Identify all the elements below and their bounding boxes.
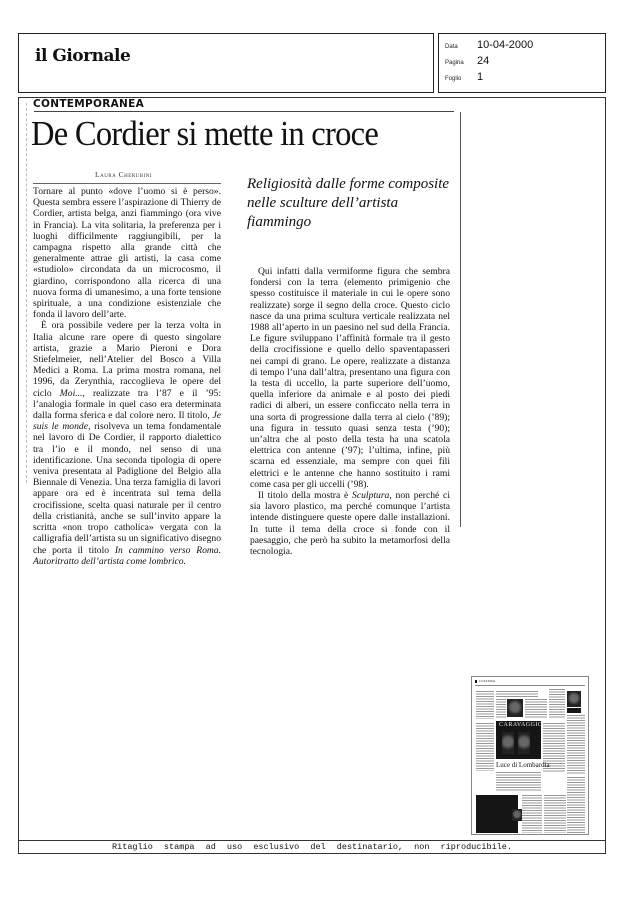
text-run: , non perché ci sia lavoro plastico, ma perché comunque l’artista intende distinguere queste opere dalle installazioni. In tutte il tema della croce si fonde con il paesaggio, che però ha subito la metamorfosi della tecnologia. bbox=[250, 490, 450, 558]
text-run: È ora possibile vedere per la terza volta in Italia alcune rare opere di questo singolare artista, grazie a Mario Pieroni e Dora Stiefelmeier, nell’Atelier del Bosco a Villa Medici a Roma. La prima mostra romana, nel 1996, da Zerynthia, raccoglieva le opere del ciclo bbox=[33, 320, 221, 399]
article-headline: De Cordier si mette in croce bbox=[31, 114, 379, 153]
section-kicker: CONTEMPORANEA bbox=[33, 98, 145, 110]
thumb-rule bbox=[475, 685, 585, 689]
thumb-text-block bbox=[544, 795, 566, 833]
thumb-text-block bbox=[525, 699, 547, 719]
thumb-feature-caption: Luce di Lombardia bbox=[496, 761, 550, 769]
meta-label: Data bbox=[445, 44, 458, 50]
thumb-text-block bbox=[476, 723, 494, 771]
italic-title: Sculptura bbox=[352, 490, 390, 502]
article-byline: Laura Cherubini bbox=[95, 170, 153, 179]
paragraph bbox=[250, 490, 450, 557]
article-column-1 bbox=[33, 186, 221, 567]
italic-title: In cammino verso Roma. Autoritratto dell’artista come lombrico. bbox=[33, 544, 221, 567]
thumb-marker bbox=[475, 680, 477, 683]
meta-value-page: 24 bbox=[477, 55, 490, 67]
meta-row-page bbox=[445, 55, 489, 69]
text-run: , risolveva un tema fondamentale nel lavoro di De Cordier, il rapporto dialettico tra l’io e il mondo, nel senso di una identificazione. Una seconda tipologia di opere veniva presentata al Padiglione del Belgio alla Biennale di Venezia. Una terza famiglia di lavori appare ora ed è incentrata sul tema della crocifissione, scelta quasi naturale per il centro della cristianità, anche se sull’invito appare la scritta «non tropo catholica» vergata con la calligrafia dell’artista su un significativo disegno che porta il titolo bbox=[33, 421, 221, 556]
meta-value-date: 10-04-2000 bbox=[477, 39, 534, 51]
article-subhead: Religiosità dalle forme composite nelle sculture dell’artista fiammingo bbox=[247, 176, 450, 230]
meta-row-date bbox=[445, 39, 533, 53]
meta-row-sheet bbox=[445, 71, 483, 85]
newspaper-masthead: il Giornale bbox=[35, 46, 131, 66]
thumb-text-block bbox=[567, 777, 585, 833]
byline-rule bbox=[33, 183, 221, 184]
thumb-dark-block bbox=[567, 708, 581, 713]
paragraph: Tornare al punto «dove l’uomo si è perso». Questa sembra essere l’aspirazione di Thierry de Cordier, artista belga, anzi fiammingo (ora vive in Francia). La vita solitaria, la preferenza per i luoghi difficilmente raggiungibili, per la campagna rispetto alla grande città che generalmente attrae gli artisti, la casa come «studiolo» circondata da un microcosmo, il giardino, corrispondono alla ricerca di una nuova forma di umanesimo, a una forte tensione spirituale, a una condizione esistenziale che fonda il lavoro dell’arte. bbox=[33, 186, 221, 321]
thumb-text-block bbox=[567, 715, 585, 775]
thumb-text-block bbox=[476, 691, 494, 719]
text-run: , realizzate tra l’87 e il ’95: l’analogia formale in quel caso era determinata dalla forma sferica e dal colore nero. Il titolo, bbox=[33, 387, 221, 422]
paragraph: Qui infatti dalla vermiforme figura che sembra fondersi con la terra (elemento primigenio che spesso costituisce il materiale in cui le opere sono realizzate) sorge il segno della croce. Questo ciclo nasce da una prima scultura verticale realizzata nel 1988 all’aperto in un paesino nel sud della Francia. Le figure sviluppano l’affinità formale tra il gesto della crocifissione e quello dello spaventapasseri nei campi di grano. Le opere, realizzate a distanza di tempo l’una dall’altra, presentano una figura con la testa di uccello, la parte superiore dell’uomo, quella inferiore da animale e al posto dei piedi radici di alberi, un essere conficcato nella terra in una sorta di progressione dalla terra al cielo (’89); una figura in tessuto quasi senza testa (’90); un’altra che al posto della testa ha una scatola elettrica con antenne (’97); l’ultima, infine, più scarna ed essenziale, ma sempre con quei fili elettrici e le antenne che hanno sostituito i rami come casa per gli uccelli (’98). bbox=[250, 266, 450, 490]
thumb-portrait bbox=[507, 699, 523, 717]
column-right-rule bbox=[460, 112, 461, 527]
clipping-footer: Ritaglio stampa ad uso esclusivo del destinatario, non riproducibile. bbox=[18, 840, 606, 854]
meta-label: Foglio bbox=[445, 76, 462, 82]
text-run: Il titolo della mostra è bbox=[258, 490, 353, 502]
thumb-figure bbox=[502, 732, 514, 754]
meta-value-sheet: 1 bbox=[477, 71, 484, 83]
clip-edge-line bbox=[26, 103, 27, 483]
thumb-text-block bbox=[496, 699, 506, 719]
masthead-box bbox=[18, 33, 434, 93]
thumb-text-block bbox=[549, 689, 565, 719]
thumb-text-block bbox=[496, 772, 541, 792]
thumb-figure bbox=[518, 732, 530, 754]
thumb-feature-title: CARAVAGGIO bbox=[499, 722, 543, 728]
thumb-headline-block bbox=[496, 691, 538, 697]
italic-title: Moi... bbox=[59, 387, 83, 399]
thumb-text-block bbox=[522, 795, 542, 833]
article-column-2 bbox=[250, 266, 450, 557]
paragraph bbox=[33, 320, 221, 566]
thumb-portrait bbox=[567, 691, 581, 707]
page-thumbnail bbox=[471, 676, 589, 835]
thumb-section-label: CULTURA bbox=[479, 679, 496, 683]
top-rule bbox=[34, 111, 454, 112]
italic-title: Je suis le monde bbox=[33, 410, 221, 433]
publication-meta-box bbox=[438, 33, 606, 93]
meta-label: Pagina bbox=[445, 60, 464, 66]
thumb-portrait bbox=[512, 809, 522, 821]
